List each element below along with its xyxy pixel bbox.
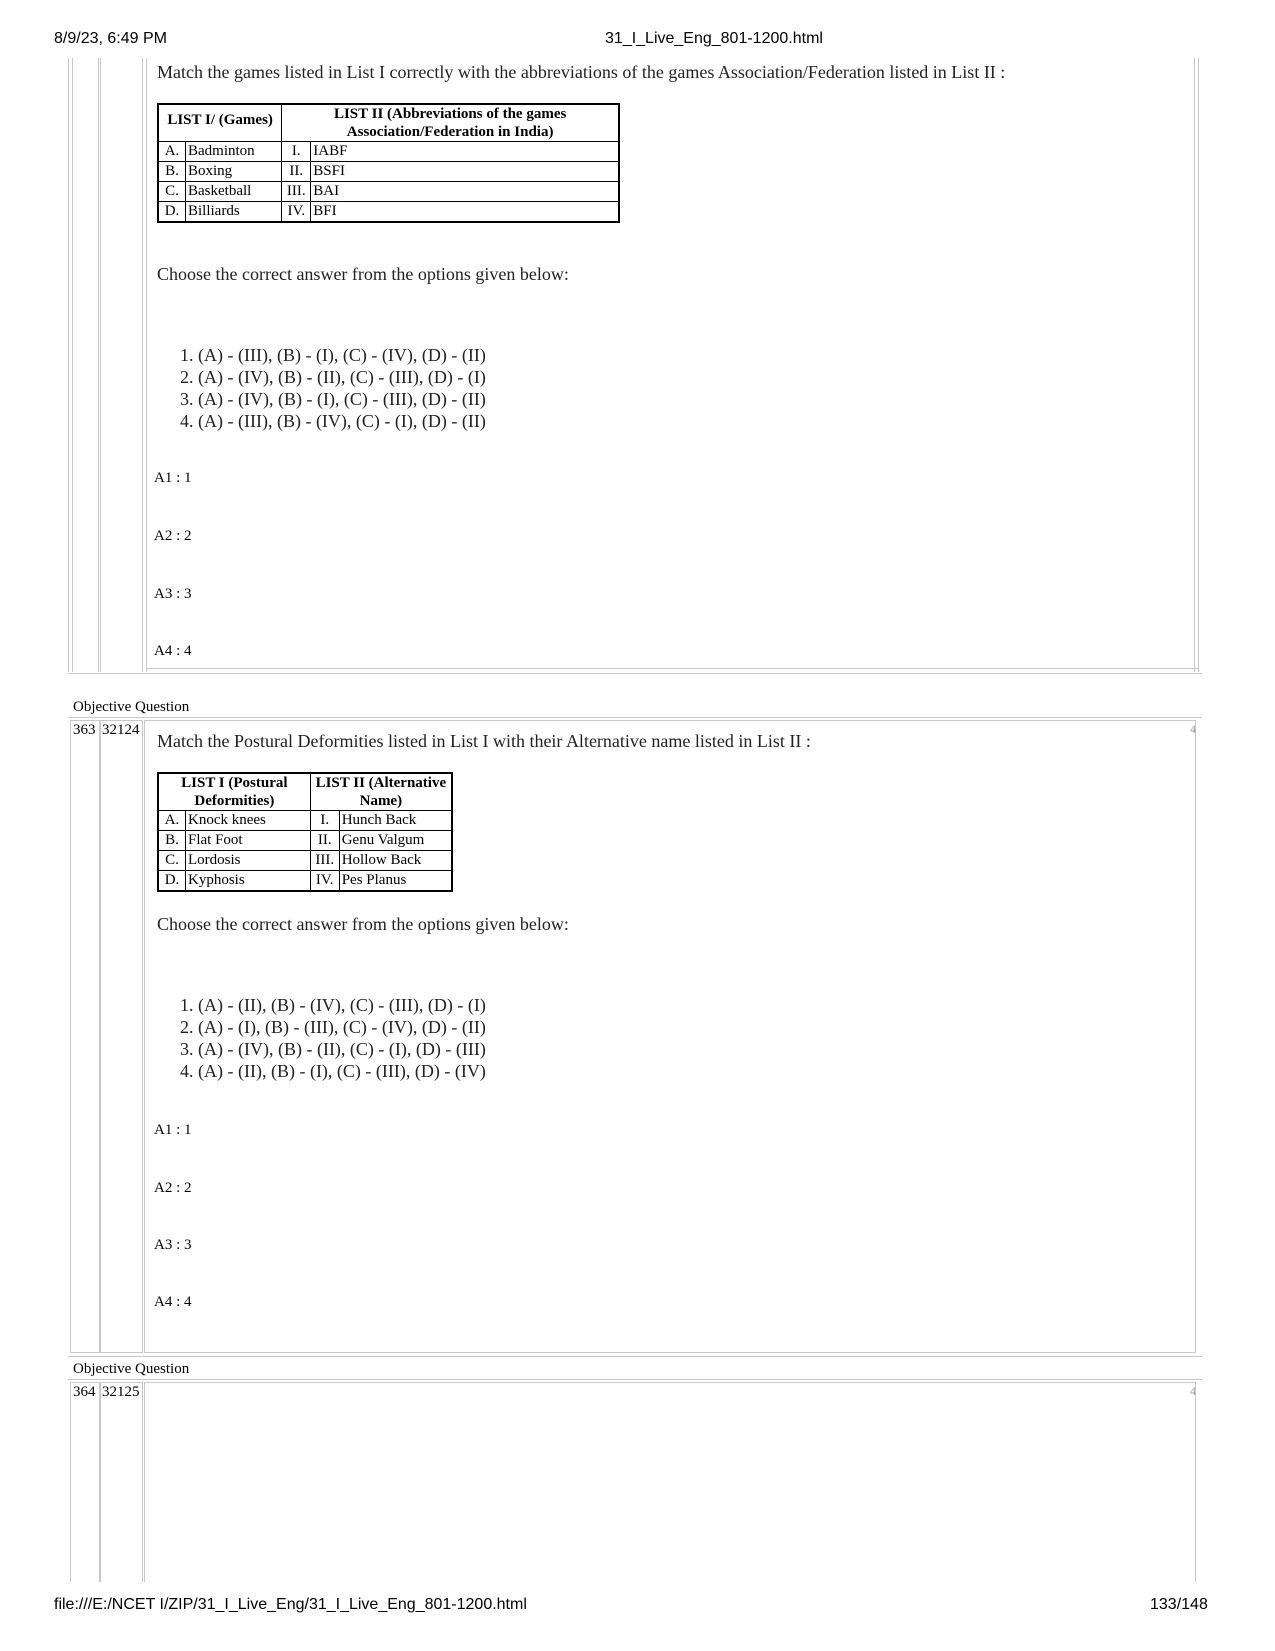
row-divider <box>68 673 1202 674</box>
table-row <box>158 831 452 851</box>
list2-header: LIST II (Abbreviations of the games Association/Federation in India) <box>282 104 619 142</box>
row-key: II. <box>310 831 339 851</box>
question-cell <box>144 1382 1196 1582</box>
table-row <box>158 851 452 871</box>
row-value: BAI <box>311 182 619 202</box>
print-title: 31_I_Live_Eng_801-1200.html <box>605 30 823 47</box>
row-key: C. <box>158 182 186 202</box>
frame-line <box>146 58 147 672</box>
frame-line <box>1198 58 1199 672</box>
qid-cell <box>100 1382 143 1582</box>
table-row <box>158 142 619 162</box>
options-list <box>180 344 486 432</box>
answer-option: A3 : 3 <box>154 586 192 602</box>
serial-cell <box>70 1382 100 1582</box>
answer-option: A2 : 2 <box>154 528 192 544</box>
row-value: Boxing <box>186 162 282 182</box>
row-key: D. <box>158 871 186 892</box>
question-type-label: Objective Question <box>73 699 190 715</box>
frame-line <box>142 58 143 672</box>
frame-line <box>68 58 69 672</box>
print-file-path: file:///E:/NCET I/ZIP/31_I_Live_Eng/31_I_Live_Eng_801-1200.html <box>54 1596 527 1613</box>
row-value: Pes Planus <box>339 871 452 892</box>
row-key: A. <box>158 142 186 162</box>
option-item: 2. (A) - (I), (B) - (III), (C) - (IV), (D) - (II) <box>180 1017 486 1037</box>
row-value: BSFI <box>311 162 619 182</box>
row-key: III. <box>310 851 339 871</box>
table-row <box>158 182 619 202</box>
frame-line <box>1194 58 1195 672</box>
serial-cell <box>70 720 100 1353</box>
row-key: C. <box>158 851 186 871</box>
row-divider <box>68 1379 1202 1380</box>
choose-instruction: Choose the correct answer from the options given below: <box>157 264 569 284</box>
answer-option: A1 : 1 <box>154 1122 192 1138</box>
answer-option: A4 : 4 <box>154 1294 192 1310</box>
row-value: Hunch Back <box>339 811 452 831</box>
row-key: I. <box>282 142 311 162</box>
row-key: A. <box>158 811 186 831</box>
frame-line <box>98 58 99 672</box>
table-row <box>158 202 619 223</box>
list1-header: LIST I/ (Games) <box>158 104 282 142</box>
row-key: II. <box>282 162 311 182</box>
row-value: Badminton <box>186 142 282 162</box>
row-value: Flat Foot <box>186 831 311 851</box>
row-key: B. <box>158 162 186 182</box>
edge-mark: 4 <box>1190 1384 1196 1398</box>
row-value: Knock knees <box>186 811 311 831</box>
question-id: 32124 <box>102 722 140 738</box>
edge-mark: 4 <box>1190 722 1196 736</box>
row-value: Billiards <box>186 202 282 223</box>
row-key: D. <box>158 202 186 223</box>
match-table <box>157 103 620 223</box>
question-prompt: Match the games listed in List I correctly with the abbreviations of the games Association/Federation listed in List II : <box>157 62 1006 82</box>
option-item: 1. (A) - (II), (B) - (IV), (C) - (III), (D) - (I) <box>180 995 486 1015</box>
qid-cell <box>100 720 143 1353</box>
option-item: 2. (A) - (IV), (B) - (II), (C) - (III), (D) - (I) <box>180 367 486 387</box>
question-prompt: Match the Postural Deformities listed in List I with their Alternative name listed in List II : <box>157 731 811 751</box>
table-row <box>158 811 452 831</box>
row-key: IV. <box>282 202 311 223</box>
row-divider <box>68 1356 1202 1357</box>
list2-header: LIST II (Alternative Name) <box>310 773 452 811</box>
answer-option: A4 : 4 <box>154 643 192 659</box>
option-item: 3. (A) - (IV), (B) - (I), (C) - (III), (D) - (II) <box>180 389 486 409</box>
option-item: 4. (A) - (II), (B) - (I), (C) - (III), (D) - (IV) <box>180 1061 486 1081</box>
frame-line <box>146 668 1198 669</box>
row-value: Kyphosis <box>186 871 311 892</box>
question-id: 32125 <box>102 1384 140 1400</box>
serial-number: 364 <box>73 1384 96 1400</box>
row-value: Genu Valgum <box>339 831 452 851</box>
row-value: BFI <box>311 202 619 223</box>
row-key: IV. <box>310 871 339 892</box>
serial-number: 363 <box>73 722 96 738</box>
answer-option: A1 : 1 <box>154 470 192 486</box>
frame-line <box>72 58 73 672</box>
question-type-label: Objective Question <box>73 1361 190 1377</box>
option-item: 1. (A) - (III), (B) - (I), (C) - (IV), (D) - (II) <box>180 345 486 365</box>
options-list <box>180 994 486 1082</box>
row-key: I. <box>310 811 339 831</box>
print-datetime: 8/9/23, 6:49 PM <box>54 30 167 47</box>
row-value: Basketball <box>186 182 282 202</box>
row-value: Lordosis <box>186 851 311 871</box>
row-key: B. <box>158 831 186 851</box>
table-row <box>158 162 619 182</box>
option-item: 4. (A) - (III), (B) - (IV), (C) - (I), (D) - (II) <box>180 411 486 431</box>
frame-line <box>100 58 101 672</box>
choose-instruction: Choose the correct answer from the options given below: <box>157 914 569 934</box>
print-page-number: 133/148 <box>1150 1596 1208 1613</box>
list1-header: LIST I (Postural Deformities) <box>158 773 310 811</box>
row-key: III. <box>282 182 311 202</box>
row-value: Hollow Back <box>339 851 452 871</box>
match-table <box>157 772 453 892</box>
answer-option: A3 : 3 <box>154 1237 192 1253</box>
option-item: 3. (A) - (IV), (B) - (II), (C) - (I), (D) - (III) <box>180 1039 486 1059</box>
table-row <box>158 871 452 892</box>
answer-option: A2 : 2 <box>154 1180 192 1196</box>
row-divider <box>68 717 1202 718</box>
row-value: IABF <box>311 142 619 162</box>
